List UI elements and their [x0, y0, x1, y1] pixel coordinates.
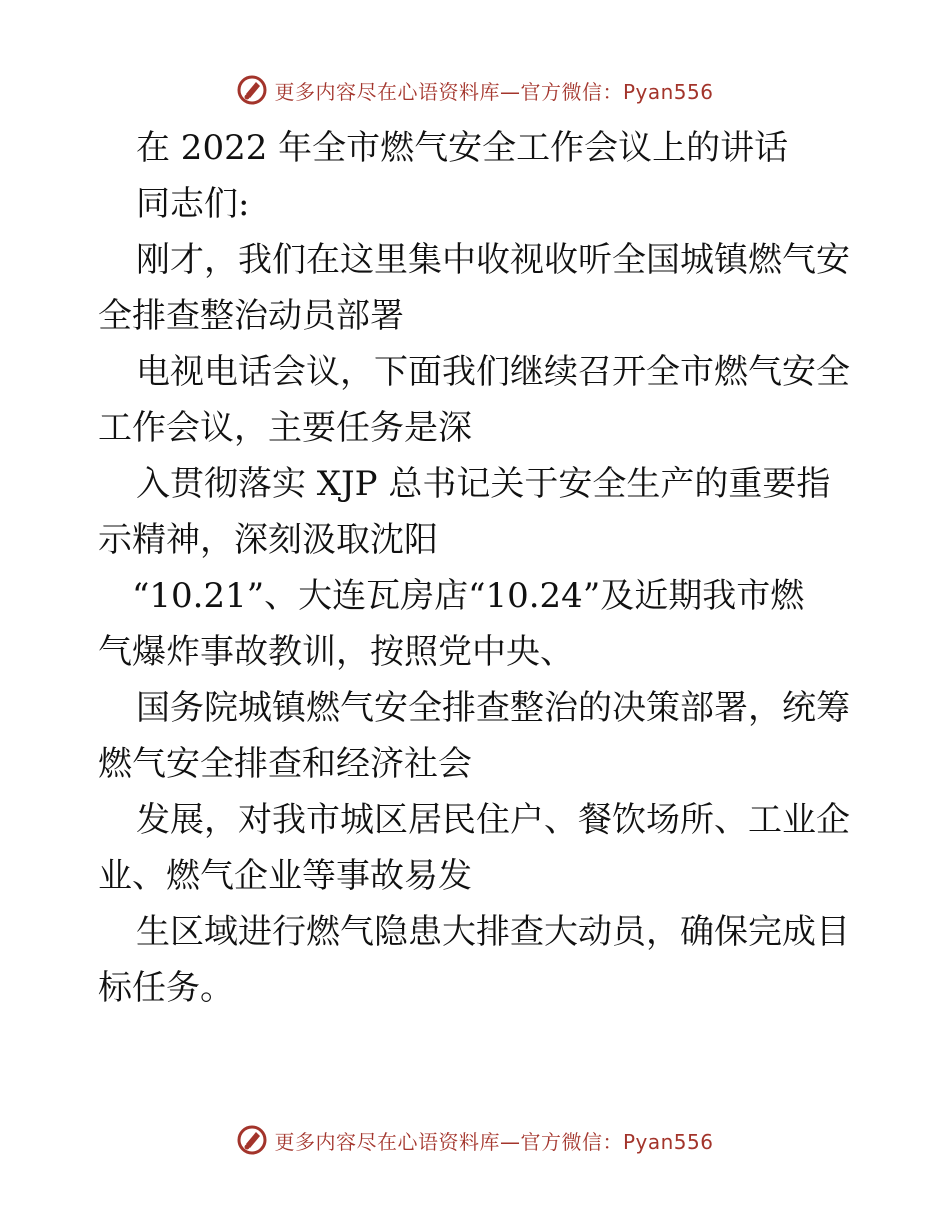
logo-icon — [236, 1124, 268, 1156]
paragraph-line: 电视电话会议，下面我们继续召开全市燃气安全 — [136, 352, 850, 392]
paragraph-line: 生区域进行燃气隐患大排查大动员，确保完成目 — [136, 912, 850, 952]
paragraph-line: 业、燃气企业等事故易发 — [98, 856, 472, 896]
paragraph-line: 工作会议，主要任务是深 — [98, 408, 472, 448]
watermark-text: 更多内容尽在心语资料库—官方微信：Pyan556 — [274, 79, 714, 104]
paragraph-line: 入贯彻落实 XJP 总书记关于安全生产的重要指 — [136, 464, 831, 504]
paragraph-line: 燃气安全排查和经济社会 — [98, 744, 472, 784]
document-title: 在 2022 年全市燃气安全工作会议上的讲话 — [136, 128, 789, 168]
paragraph-line: 发展，对我市城区居民住户、餐饮场所、工业企 — [136, 800, 850, 840]
paragraph-line: 国务院城镇燃气安全排查整治的决策部署，统筹 — [136, 688, 850, 728]
salutation: 同志们: — [136, 184, 250, 224]
watermark-header — [0, 70, 950, 110]
paragraph-line: 刚才，我们在这里集中收视收听全国城镇燃气安 — [136, 240, 850, 280]
paragraph-line: 标任务。 — [98, 968, 234, 1008]
watermark-footer — [0, 1120, 950, 1160]
paragraph-line: 示精神，深刻汲取沈阳 — [98, 520, 438, 560]
paragraph-line: “10.21”、大连瓦房店“10.24”及近期我市燃 — [132, 576, 805, 616]
paragraph-line: 全排查整治动员部署 — [98, 296, 404, 336]
watermark-text: 更多内容尽在心语资料库—官方微信：Pyan556 — [274, 1129, 714, 1154]
paragraph-line: 气爆炸事故教训，按照党中央、 — [98, 632, 574, 672]
logo-icon — [236, 74, 268, 106]
document-body — [98, 120, 868, 1016]
